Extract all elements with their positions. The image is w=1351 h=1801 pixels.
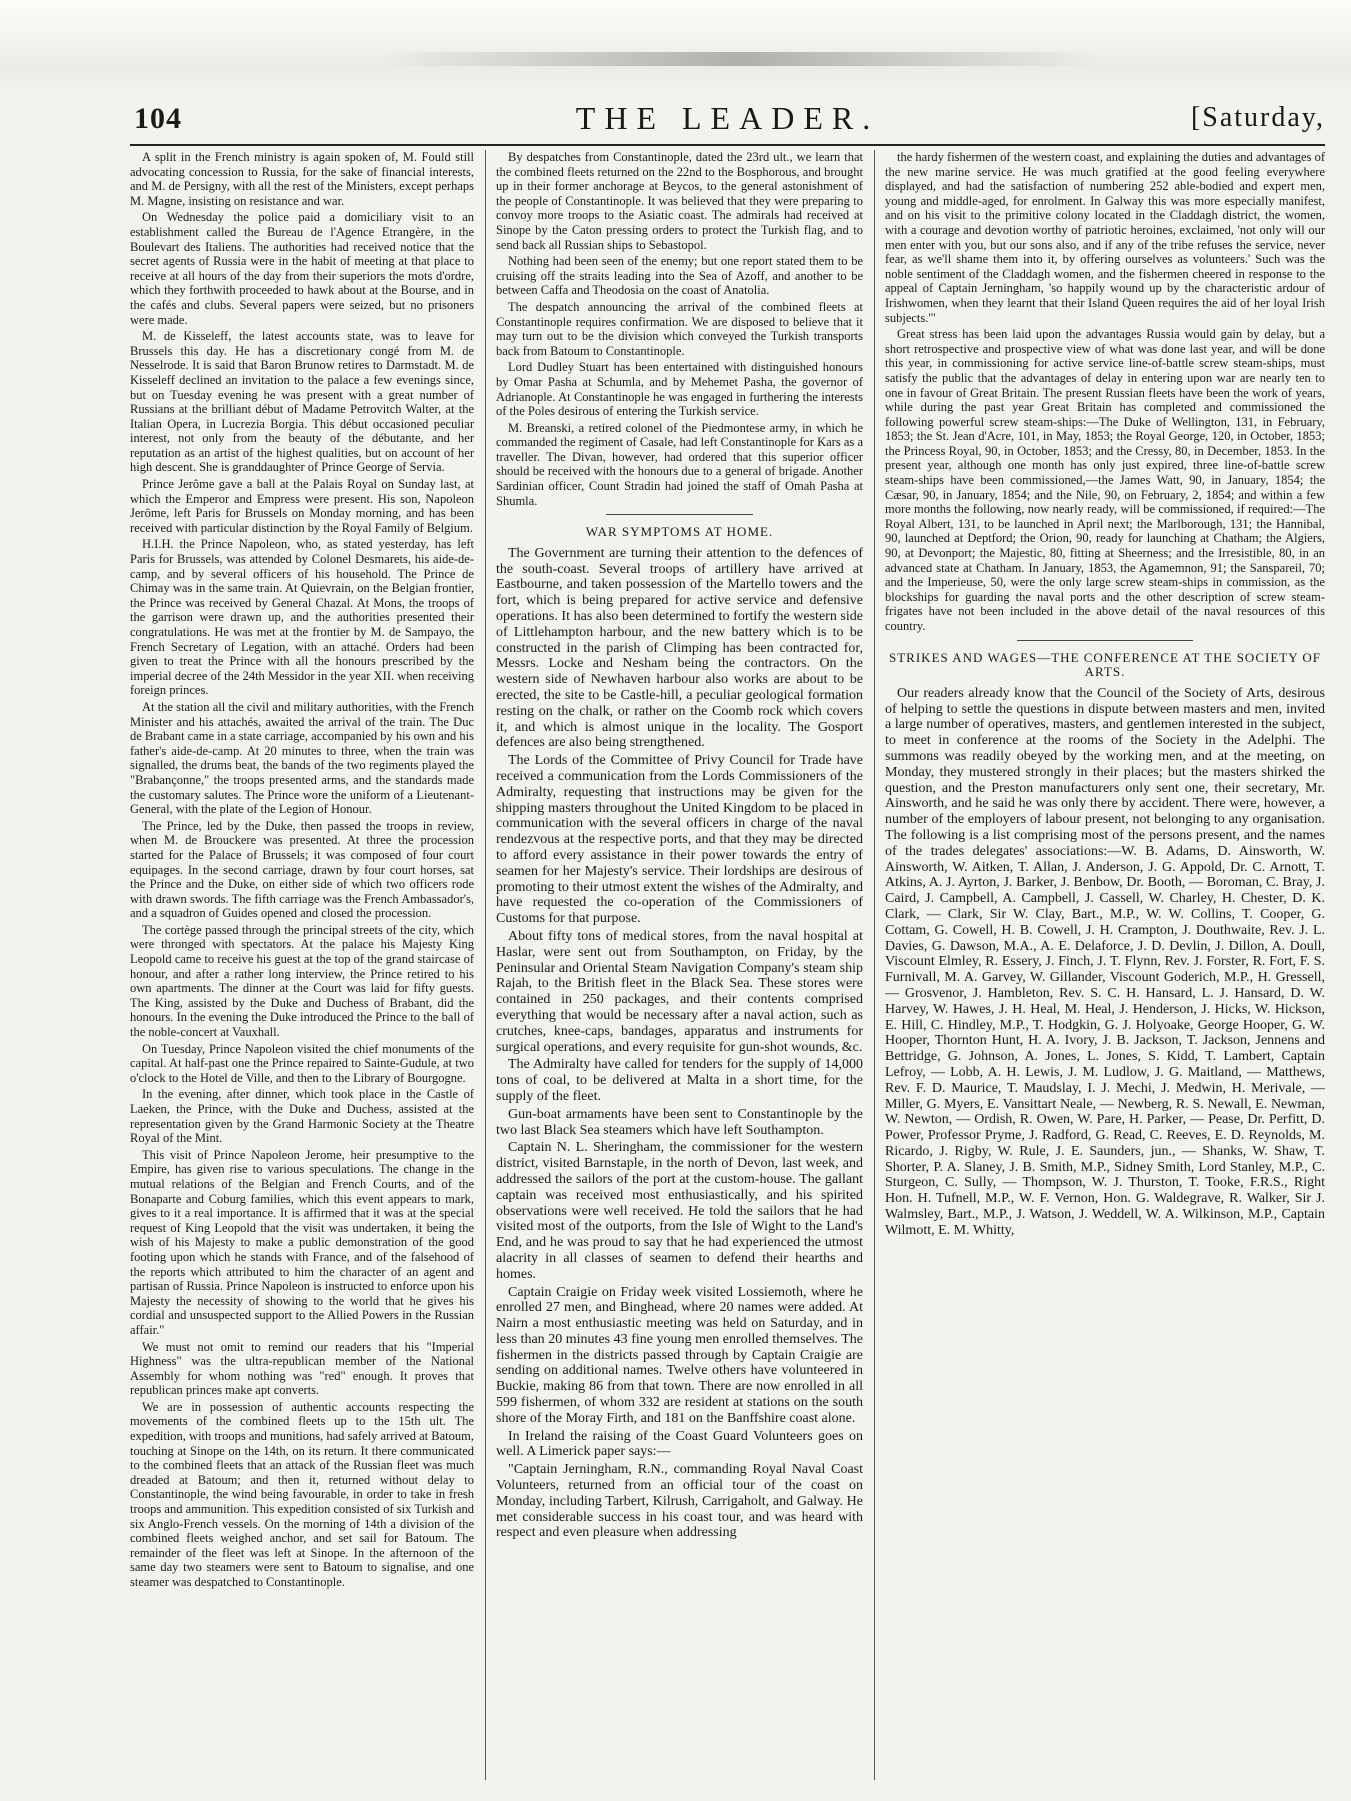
masthead [130, 100, 1325, 142]
article-paragraph: The Lords of the Committee of Privy Council for Trade have received a communication from the Lords Commissioners of the Admiralty, requesting that instructions may be given for the shipping masters throughout the United Kingdom to be placed in communication with the several officers in charge of the naval rendezvous at the respective ports, and that they may be directed to afford every assistance in their power towards the entry of seamen for her Majesty's service. Their lordships are desirous of promoting to their utmost extent the wishes of the Admiralty, and have requested the co-operation of the Commissioners of Customs for that purpose. [496, 753, 863, 927]
section-rule [606, 514, 753, 515]
column-1-articles [130, 150, 474, 1590]
article-paragraph: M. Breanski, a retired colonel of the Piedmontese army, in which he commanded the regiment of Casale, had left Constantinople for Kars as a traveller. The Divan, however, had ordered that this superior officer should be received with the honours due to a general of brigade. Another Sardinian officer, Count Stradin had joined the staff of Omah Pasha at Shumla. [496, 420, 863, 508]
article-paragraph: This visit of Prince Napoleon Jerome, heir presumptive to the Empire, has given rise to various speculations. The change in the mutual relations of the Belgian and French Courts, and of the Bonaparte and Coburg families, which this event appears to mark, gives to it a real importance. It is affirmed that it was at the special request of King Leopold that the visit was undertaken, it being the wish of his Majesty to make a public demonstration of the good footing upon which he stands with France, and of the falsehood of the reports which attributed to him the character of an agent and partisan of Russia. Prince Napoleon is instructed to enforce upon his Majesty the necessity of showing to the world that he gives his cordial and unsuspected support to the Allied Powers in the Russian affair." [130, 1147, 474, 1337]
article-paragraph: Captain Craigie on Friday week visited Lossiemoth, where he enrolled 27 men, and Binghead, where 20 names were added. At Nairn a most enthusiastic meeting was held on Saturday, and in less than 20 minutes 43 fine young men enrolled themselves. The fishermen in the districts passed through by Captain Craigie are sending on additional names. Twelve others have volunteered in Buckie, making 86 from that town. There are now enrolled in all 599 fishermen, of whom 332 are resident at stations on the south shore of the Moray Firth, and 181 on the Banffshire coast alone. [496, 1284, 863, 1426]
column-2 [496, 150, 863, 1780]
article-paragraph: On Wednesday the police paid a domiciliary visit to an establishment called the Bureau de l'Agence Etrangère, in the Boulevart des Italiens. The authorities had received notice that the secret agents of Russia were in the habit of meeting at that place to receive at all hours of the day from their superiors the mots d'ordre, which they forthwith proceeded to hawk about at the Bourse, and in the cafés and clubs. Several papers were seized, but no prisoners were made. [130, 210, 474, 327]
article-paragraph: About fifty tons of medical stores, from the naval hospital at Haslar, were sent out from Southampton, on Friday, by the Peninsular and Oriental Steam Navigation Company's steam ship Rajah, to the British fleet in the Black Sea. These stores were contained in 250 packages, and their contents comprised everything that would be necessary after a naval action, such as crutches, knee-caps, bandages, apparatus and instruments for surgical operations, and every requisite for gun-shot wounds, &c. [496, 928, 863, 1055]
heading-war-symptoms: WAR SYMPTOMS AT HOME. [585, 524, 774, 540]
article-paragraph: We must not omit to remind our readers that his "Imperial Highness" was the ultra-republican member of the National Assembly for whom nothing was "red" enough. It proves that republican princes make apt converts. [130, 1339, 474, 1398]
article-paragraph: Prince Jerôme gave a ball at the Palais Royal on Sunday last, at which the Emperor and Empress were present. His son, Napoleon Jerôme, left Paris for Brussels on Monday morning, and has been received with particular distinction by the Royal Family of Belgium. [130, 477, 474, 535]
article-paragraph: In the evening, after dinner, which took place in the Castle of Laeken, the Prince, with the Duke and Duchess, assisted at the representation given by the Grand Harmonic Society at the Theatre Royal of the Mint. [130, 1087, 474, 1146]
article-paragraph: The cortège passed through the principal streets of the city, which were thronged with spectators. At the palace his Majesty King Leopold came to receive his guest at the top of the grand staircase of honour, and after a rather long interview, the Prince retired to his own apartments. The dinner at the Court was laid for fifty guests. The King, assisted by the Duke and Duchess of Brabant, did the honours. In the evening the Duke introduced the Prince to the ball of the noble-concert at Vauxhall. [130, 922, 474, 1040]
article-paragraph: "Captain Jerningham, R.N., commanding Royal Naval Coast Volunteers, returned from an official tour of the coast on Monday, including Tarbert, Kilrush, Carrigaholt, and Galway. He met considerable success in his coast tour, and was heard with respect and even pleasure when addressing [496, 1462, 863, 1541]
masthead-rule [130, 144, 1325, 146]
column-1 [130, 150, 474, 1780]
article-paragraph: At the station all the civil and military authorities, with the French Minister and his attachés, awaited the arrival of the train. The Duc de Brabant came in a state carriage, accompanied by his own and his father's aide-de-camp. At 20 minutes to three, when the train was signalled, the drums beat, the bands of the two regiments played the "Brabançonne," the troops presented arms, and the standards made the customary salutes. The Prince wore the uniform of a Lieutenant-General, with the plate of the Legion of Honour. [130, 699, 474, 817]
article-paragraph: The Government are turning their attention to the defences of the south-coast. Several troops of artillery have arrived at Eastbourne, and taken possession of the Martello towers and the fort, which is being prepared for active service and defensive operations. It has also been determined to fortify the western side of Littlehampton harbour, and the new battery which is to be constructed in the parish of Climping has been contracted for, Messrs. Locke and Nesham being the contractors. On the western side of Newhaven harbour also works are about to be erected, the site to be Castle-hill, a peculiar geological formation resting on the chalk, or rather on the Coomb rock which covers it, and which is almost unique in the locality. The Gosport defences are also being strengthened. [496, 545, 863, 751]
article-paragraph: Captain N. L. Sheringham, the commissioner for the western district, visited Barnstaple, in the north of Devon, last week, and addressed the sailors of the port at the custom-house. The gallant captain was received most enthusiastically, and his spirited observations were well received. He told the sailors that he had visited most of the outports, from the Isle of Wight to the Land's End, and he was proud to say that he had experienced the utmost alacrity in all classes of seamen to defend their hearths and homes. [496, 1140, 863, 1282]
scanned-page-top-margin [0, 0, 1351, 96]
article-paragraph: On Tuesday, Prince Napoleon visited the chief monuments of the capital. At half-past one the Prince repaired to Sainte-Gudule, at two o'clock to the Hotel de Ville, and then to the Library of Bourgogne. [130, 1041, 474, 1085]
article-paragraph: The Admiralty have called for tenders for the supply of 14,000 tons of coal, to be delivered at Malta in a short time, for the supply of the fleet. [496, 1057, 863, 1104]
article-paragraph: M. de Kisseleff, the latest accounts state, was to leave for Brussels this day. He has a discretionary congé from M. de Nesselrode. It is said that Baron Brunow retires to Darmstadt. M. de Kisseleff declined an invitation to the palace a few evenings since, but on Tuesday evening he was present with a great number of Russians at the brilliant début of Madame Petrovitch Walter, at the Italian Opera, in Lucrezia Borgia. This début occasioned peculiar interest, not only from the beauty of the débutante, and her reputation as an artist of the highest qualities, but on account of her high descent. She is granddaughter of Prince George of Servia. [130, 329, 474, 475]
column-3 [885, 150, 1325, 1780]
article-paragraph: The Prince, led by the Duke, then passed the troops in review, when M. de Brouckere was presented. At three the procession started for the Palace of Brussels; it was composed of four court equipages. In the second carriage, drawn by four court horses, sat the Prince and the Duke, on either side of which two officers rode with drawn swords. The fifth carriage was the French Ambassador's, and a squadron of Guides opened and closed the procession. [130, 818, 474, 921]
column-divider [485, 150, 486, 1780]
scan-smudge [380, 52, 1100, 66]
article-paragraph: The despatch announcing the arrival of the combined fleets at Constantinople requires confirmation. We are disposed to believe that it may turn out to be the division which conveyed the Turkish transports back from Batoum to Constantinople. [496, 299, 863, 358]
article-paragraph: the hardy fishermen of the western coast, and explaining the duties and advantages of the new marine service. He was much gratified at the good feeling everywhere displayed, and had the satisfaction of numbering 252 able-bodied and expert men, young and middle-aged, for enrolment. In Galway this was more especially manifest, and on his visit to the primitive colony located in the Claddagh district, the women, with a courage and devotion worthy of patriotic heroines, exclaimed, 'not only will our men enter with you, but our sons also, and if any of the tribe refuses the service, never fear, as we'll shame them into it, by offering ourselves as volunteers.' Such was the noble sentiment of the Claddagh women, and the fishermen cheered in response to the appeal of Captain Jerningham, 'so happily wound up by the characteristic ardour of Irishwomen, when they learnt that their Island Queen requires the aid of her loyal Irish subjects.'" [885, 150, 1325, 325]
article-paragraph: We are in possession of authentic accounts respecting the movements of the combined fleets up to the 15th ult. The expedition, with troops and munitions, had safely arrived at Batoum, touching at Sinope on the 14th, on its return. It there communicated to the combined fleets that an attack of the Russian fleet was much dreaded at Batoum; and then it, returned without delay to Constantinople, the wind being favourable, in order to take in fresh troops and ammunition. This expedition consisted of six Turkish and six Anglo-French vessels. On the morning of 14th a division of the combined fleets weighed anchor, and set sail for Batoum. The remainder of the fleet was left at Sinope. In the afternoon of the same day two steamers were sent to Batoum to signalise, and one steamer was despatched to Constantinople. [130, 1399, 474, 1589]
article-paragraph: A split in the French ministry is again spoken of, M. Fould still advocating concession to Russia, for the sake of financial interests, and M. de Persigny, with all the rest of the Ministers, except perhaps M. Magne, insisting on resistance and war. [130, 150, 474, 208]
column-2-articles-bottom [496, 546, 863, 1541]
issue-day: [Saturday, [1190, 102, 1325, 133]
article-paragraph: Our readers already know that the Council of the Society of Arts, desirous of helping to settle the questions in dispute between masters and men, invited a large number of operatives, masters, and gentlemen interested in the subject, to meet in conference at the rooms of the Society in the Adelphi. The summons was readily obeyed by the working men, and at the meeting, on Monday, they mustered strongly in their places; but the masters shirked the question, and the Preston manufacturers only sent one, their secretary, Mr. Ainsworth, and he said he was only there by accident. There were, however, a number of the employers of labour present, not belonging to any organisation. The following is a list comprising most of the persons present, and the names of the trades delegates' associations:—W. B. Adams, D. Ainsworth, W. Ainsworth, W. Aitken, T. Allan, J. Anderson, J. G. Appold, Dr. C. Arnott, T. Atkins, A. J. Ayrton, J. Barker, J. Benbow, Dr. Booth, — Boroman, C. Bray, J. Caird, J. Campbell, A. Campbell, J. Cassell, W. Charley, H. Chester, D. K. Clark, — Clark, Sir W. Clay, Bart., M.P., W. W. Collins, T. Cooper, G. Cottam, G. Cowell, H. B. Cowell, J. H. Crampton, J. Douthwaite, Rev. J. L. Davies, G. Dawson, M.A., A. E. Delaforce, J. D. Devlin, J. Dillon, A. Doull, Viscount Elmley, R. Essery, J. Finch, J. T. Flynn, Rev. J. Forster, R. Fort, F. S. Furnivall, M. A. Garvey, W. Gillander, Viscount Goderich, M.P., H. Gressell, — Grosvenor, J. Hambleton, Rev. S. C. H. Hansard, L. J. Hansard, D. W. Harvey, W. Hawes, J. H. Heal, M. Heal, J. Henderson, J. Hicks, W. Hickson, E. Hill, C. Hindley, M.P., T. Hodgkin, G. J. Holyoake, George Hooper, G. W. Hooper, Thornton Hunt, H. A. Ivory, J. B. Jackson, T. Jackson, Jennens and Bettridge, G. Johnson, A. Jones, L. Jones, S. Kidd, T. Lambert, Captain Lefroy, — Lobb, A. H. Lewis, J. M. Ludlow, J. G. Maitland, — Matthews, Rev. F. D. Maurice, T. Maudslay, I. J. Mechi, J. Medwin, H. Merivale, — Miller, G. Myers, E. Vansittart Neale, — Newberg, R. S. Newall, E. Newman, W. Newton, — Ordish, R. Owen, W. Pare, H. Parker, — Pease, Dr. Perfitt, D. Power, Professor Pryme, J. Radford, G. Read, C. Reeves, E. D. Reynolds, M. Ricardo, J. Rigby, W. Rule, J. E. Saunders, jun., — Shanks, W. Shaw, T. Shorter, P. A. Slaney, J. B. Smith, M.P., Sidney Smith, Lord Stanley, M.P., C. Sturgeon, C. Sully, — Thompson, W. J. Thurston, T. Tooke, F.R.S., Right Hon. H. Tufnell, M.P., W. F. Vernon, Hon. G. Waldegrave, R. Walker, Sir J. Walmsley, Bart., M.P., J. Watson, J. Weddell, W. A. Wilkinson, M.P., Captain Wilmott, E. M. Whitty, [885, 685, 1325, 1238]
article-paragraph: Gun-boat armaments have been sent to Constantinople by the two last Black Sea steamers which have left Southampton. [496, 1106, 863, 1138]
article-paragraph: H.I.H. the Prince Napoleon, who, as stated yesterday, has left Paris for Brussels, was attended by Colonel Desmarets, his aide-de-camp, and by several officers of his household. The Prince de Chimay was in the same train. At Quievrain, on the Belgian frontier, the Prince was received by General Chazal. At Mons, the troops of the garrison were drawn up, and the authorities presented their congratulations. He was met at the frontier by M. de Sampayo, the French Secretary of Legation, with an attaché. Orders had been given to treat the Prince with all the honours prescribed by the imperial decree of the 24th Messidor in the year XII. when receiving foreign princes. [130, 537, 474, 698]
column-3-articles-top [885, 150, 1325, 634]
article-paragraph: In Ireland the raising of the Coast Guard Volunteers goes on well. A Limerick paper says:— [496, 1428, 863, 1460]
article-paragraph: Lord Dudley Stuart has been entertained with distinguished honours by Omar Pasha at Schumla, and by Mehemet Pasha, the governor of Adrianople. At Constantinople he was engaged in furthering the interests of the Poles desirous of entering the Turkish service. [496, 360, 863, 419]
section-rule [1017, 640, 1193, 641]
page-number: 104 [134, 102, 182, 135]
article-paragraph: By despatches from Constantinople, dated the 23rd ult., we learn that the combined fleets returned on the 22nd to the Bosphorous, and brought up in their former anchorage at Beycos, to the general astonishment of the people of Constantinople. It was believed that they were preparing to convoy more troops to the Asiatic coast. The admirals had received at Sinope by the Caton pressing orders to protect the Turkish flag, and to send back all Russian ships to Sebastopol. [496, 150, 863, 252]
article-paragraph: Great stress has been laid upon the advantages Russia would gain by delay, but a short retrospective and prospective view of what was done last year, and will be done this year, in commissioning for active service line-of-battle screw steam-ships, must satisfy the public that the advantages of delay in entering upon war are nearly ten to one in favour of Great Britain. The present Russian fleets have been the work of years, while during the past year Great Britain has completed and commissioned the following powerful screw steam-ships:—The Duke of Wellington, 131, in February, 1853; the St. Jean d'Acre, 101, in May, 1853; the Royal George, 120, in October, 1853; the Princess Royal, 90, in October, 1853; and the Cressy, 80, in December, 1853. In the present year, although one month has only just expired, three line-of-battle screw steam-ships have been commissioned,—the James Watt, 90, in January, 1854; the Cæsar, 90, in January, 1854; and the Nile, 90, on February, 2, 1854; and within a few more months the following, now nearly ready, will be commissioned, if required:—The Royal Albert, 131, to be launched in April next; the Marlborough, 131; the Hannibal, 90, launched at Deptford; the Orion, 90, ready for launching at Chatham; the Algiers, 90, at Devonport; the Majestic, 80, fitting at Sheerness; and the Irresistible, 80, in an advanced state at Chatham. In January, 1853, the Agamemnon, 91; the Sanspareil, 70; and the Imperieuse, 50, were the only large screw steam-ships in commission, as the blockships for guarding the naval ports and the other description of screw steam-frigates have not been included in the above detail of the naval resources of this country. [885, 327, 1325, 633]
newspaper-title: THE LEADER. [575, 100, 880, 136]
column-divider [874, 150, 875, 1780]
heading-strikes-and-wages: STRIKES AND WAGES—THE CONFERENCE AT THE SOCIETY OF ARTS. [889, 649, 1321, 680]
article-paragraph: Nothing had been seen of the enemy; but one report stated them to be cruising off the straits leading into the Sea of Azoff, and another to be between Caffa and Theodosia on the coast of Anatolia. [496, 254, 863, 298]
column-2-articles-top [496, 150, 863, 508]
column-3-articles-bottom [885, 686, 1325, 1239]
